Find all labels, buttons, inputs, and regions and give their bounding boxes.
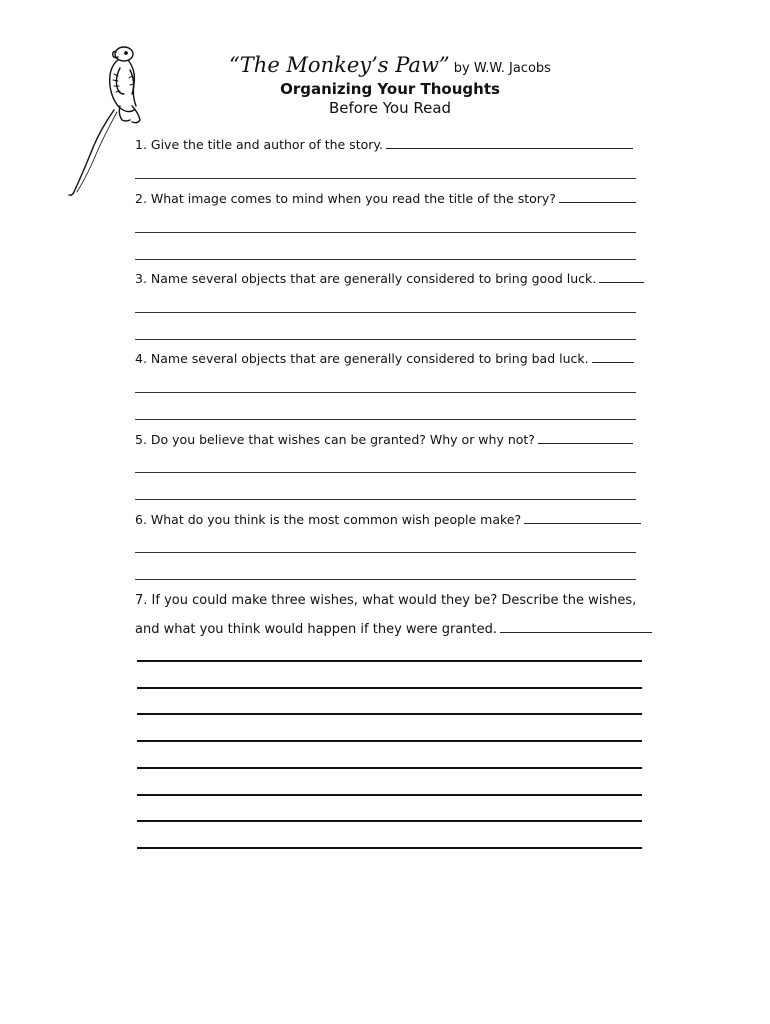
answer-line[interactable]	[137, 794, 642, 796]
question-2	[135, 191, 636, 207]
question-text: 3. Name several objects that are generally considered to bring good luck.	[135, 271, 597, 286]
answer-line[interactable]	[135, 552, 636, 553]
answer-line[interactable]	[135, 419, 636, 420]
answer-line[interactable]	[137, 687, 642, 689]
answer-line[interactable]	[137, 660, 642, 662]
question-4	[135, 351, 634, 367]
answer-line[interactable]	[135, 232, 636, 233]
answer-line[interactable]	[135, 312, 636, 313]
header	[140, 50, 640, 117]
question-7	[135, 593, 636, 609]
question-7-continued	[135, 621, 652, 638]
monkey-icon	[62, 40, 152, 200]
question-5	[135, 432, 633, 448]
question-text: 6. What do you think is the most common wish people make?	[135, 512, 522, 527]
answer-line[interactable]	[137, 847, 642, 849]
answer-blank[interactable]	[524, 512, 641, 524]
answer-line[interactable]	[135, 472, 636, 473]
question-3	[135, 271, 644, 287]
question-text: 2. What image comes to mind when you read the title of the story?	[135, 191, 556, 206]
answer-line[interactable]	[135, 392, 636, 393]
answer-blank[interactable]	[538, 432, 633, 444]
answer-line[interactable]	[135, 339, 636, 340]
answer-blank[interactable]	[599, 271, 644, 283]
question-6	[135, 512, 641, 528]
answer-line[interactable]	[137, 740, 642, 742]
answer-line[interactable]	[135, 259, 636, 260]
answer-blank[interactable]	[592, 351, 634, 363]
question-text: 1. Give the title and author of the story.	[135, 137, 383, 152]
question-text: 7. If you could make three wishes, what would they be? Describe the wishes,	[135, 593, 637, 608]
section-title: Before You Read	[328, 99, 452, 117]
question-text: 5. Do you believe that wishes can be granted? Why or why not?	[135, 432, 535, 447]
answer-blank[interactable]	[386, 137, 633, 149]
answer-line[interactable]	[135, 178, 636, 179]
question-1	[135, 137, 633, 153]
worksheet-title: Organizing Your Thoughts	[280, 80, 500, 98]
title-line	[140, 50, 640, 84]
question-text: and what you think would happen if they were granted.	[135, 622, 498, 637]
answer-blank[interactable]	[559, 191, 636, 203]
answer-blank[interactable]	[500, 621, 652, 633]
answer-line[interactable]	[137, 820, 642, 822]
answer-line[interactable]	[137, 713, 642, 715]
answer-line[interactable]	[135, 579, 636, 580]
answer-line[interactable]	[137, 767, 642, 769]
answer-line[interactable]	[135, 499, 636, 500]
story-title: “The Monkey’s Paw”	[229, 53, 450, 77]
question-text: 4. Name several objects that are generally considered to bring bad luck.	[135, 351, 589, 366]
author-byline: by W.W. Jacobs	[453, 61, 551, 76]
